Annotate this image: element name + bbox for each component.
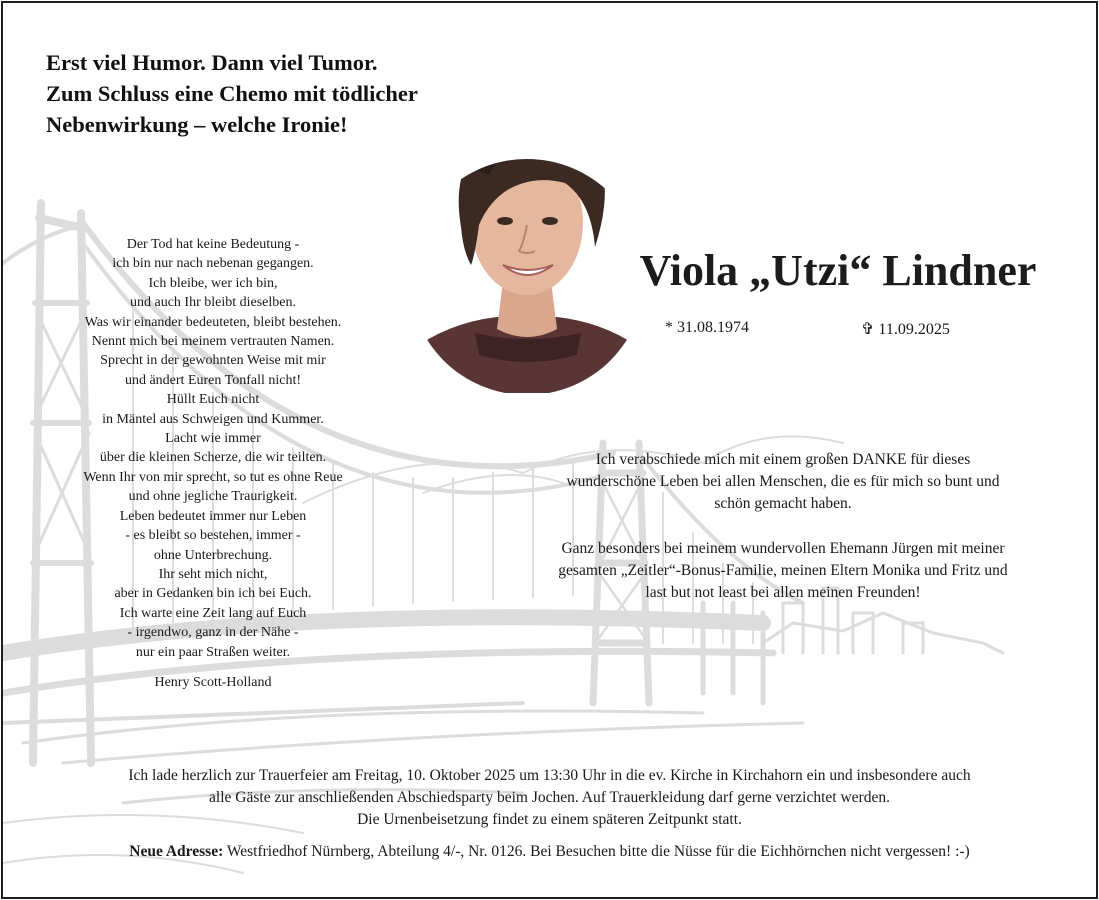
poem-line: über die kleinen Scherze, die wir teilten. — [99, 450, 327, 466]
poem-line: nur ein paar Straßen weiter. — [135, 644, 291, 660]
poem-line: Lacht wie immer — [165, 431, 261, 447]
motto-line: Erst viel Humor. Dann viel Tumor. — [46, 50, 378, 75]
motto-heading — [46, 47, 418, 140]
poem-line: Der Tod hat keine Bedeutung - — [126, 237, 300, 252]
thanks-line: wunderschöne Leben bei allen Menschen, die es für mich so bunt und — [566, 473, 1000, 490]
poem — [43, 235, 383, 692]
motto-line: Nebenwirkung – welche Ironie! — [46, 112, 348, 137]
death-date: ✞ 11.09.2025 — [861, 321, 950, 338]
poem-line: aber in Gedanken bin ich bei Euch. — [114, 586, 312, 602]
special-thanks-line: Ganz besonders bei meinem wundervollen Ehemann Jürgen mit meiner — [561, 540, 1005, 557]
poem-line: Wenn Ihr von mir sprecht, so tut es ohne Reue — [83, 469, 343, 485]
address-line — [3, 841, 1096, 863]
special-thanks-line: gesamten „Zeitler“-Bonus-Familie, meinen Eltern Monika und Fritz und — [558, 562, 1008, 579]
address-text: Westfriedhof Nürnberg, Abteilung 4/-, Nr. 0126. Bei Besuchen bitte die Nüsse für die Eichhörnchen nicht vergessen! :-) — [223, 843, 970, 860]
deceased-name: Viola „Utzi“ Lindner — [639, 246, 1037, 295]
obituary-card — [1, 1, 1098, 899]
poem-line: - irgendwo, ganz in der Nähe - — [127, 625, 299, 641]
poem-line: Ihr seht mich nicht, — [158, 566, 268, 582]
special-thanks-paragraph — [503, 538, 1063, 604]
thanks-line: Ich verabschiede mich mit einem großen DANKE für dieses — [595, 451, 971, 468]
special-thanks-line: last but not least bei allen meinen Freunden! — [645, 584, 921, 601]
poem-line: Hüllt Euch nicht — [166, 392, 260, 408]
poem-author: Henry Scott-Holland — [154, 674, 272, 690]
invitation-paragraph — [3, 765, 1096, 831]
poem-line: und ohne jegliche Traurigkeit. — [128, 489, 298, 505]
poem-line: Leben bedeutet immer nur Leben — [119, 508, 307, 524]
poem-line: Ich warte eine Zeit lang auf Euch — [119, 605, 307, 621]
birth-date: * 31.08.1974 — [665, 319, 749, 336]
poem-line: Was wir einander bedeuteten, bleibt bestehen. — [84, 314, 342, 330]
poem-line: Ich bleibe, wer ich bin, — [148, 275, 278, 291]
thanks-paragraph — [503, 449, 1063, 515]
poem-line: Sprecht in der gewohnten Weise mit mir — [100, 353, 326, 369]
invitation-line: Die Urnenbeisetzung findet zu einem späteren Zeitpunkt statt. — [357, 811, 742, 828]
poem-line: ich bin nur nach nebenan gegangen. — [112, 256, 314, 272]
poem-line: in Mäntel aus Schweigen und Kummer. — [102, 411, 324, 427]
motto-line: Zum Schluss eine Chemo mit tödlicher — [46, 81, 418, 106]
poem-line: und ändert Euren Tonfall nicht! — [124, 372, 302, 388]
poem-line: und auch Ihr bleibt dieselben. — [129, 295, 296, 311]
address-label: Neue Adresse: — [129, 843, 224, 860]
poem-line: ohne Unterbrechung. — [153, 547, 273, 563]
invitation-line: Ich lade herzlich zur Trauerfeier am Freitag, 10. Oktober 2025 um 13:30 Uhr in die ev. Kirche in Kirchahorn ein und insbesondere auch — [128, 767, 971, 784]
thanks-line: schön gemacht haben. — [714, 495, 852, 512]
invitation-line: alle Gäste zur anschließenden Abschiedsparty beim Jochen. Auf Trauerkleidung darf gerne verzichtet werden. — [209, 789, 890, 806]
poem-line: Nennt mich bei meinem vertrauten Namen. — [91, 334, 335, 350]
poem-line: - es bleibt so bestehen, immer - — [125, 528, 301, 544]
